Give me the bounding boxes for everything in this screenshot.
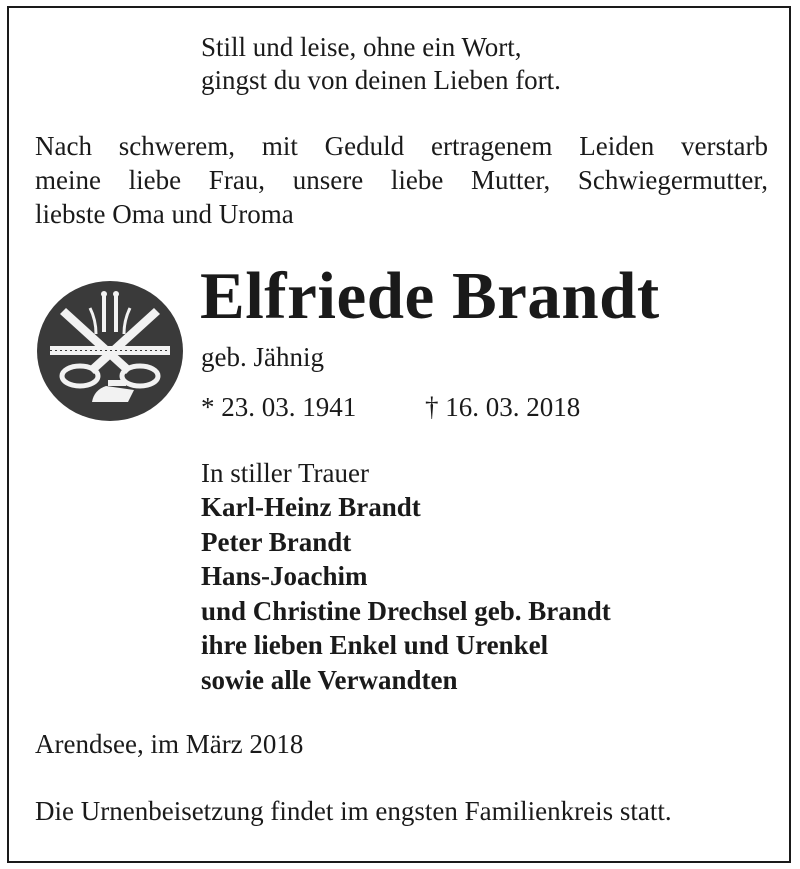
intro-line-2: meine liebe Frau, unsere liebe Mutter, Schwiegermutter, [35,165,768,195]
death-date: † 16. 03. 2018 [425,392,581,422]
birth-date: * 23. 03. 1941 [201,392,357,422]
intro-text [35,129,768,231]
funeral-note: Die Urnenbeisetzung findet im engsten Familienkreis statt. [35,796,672,826]
mourner-line: Karl-Heinz Brandt [201,492,421,522]
verse [201,31,561,97]
verse-line-1: Still und leise, ohne ein Wort, [201,32,522,62]
maiden-name: geb. Jähnig [201,342,324,372]
place-and-date: Arendsee, im März 2018 [35,729,304,759]
mourner-line: Peter Brandt [201,526,352,557]
mourner-line: und Christine Drechsel geb. Brandt [201,595,611,626]
deceased-name: Elfriede Brandt [200,259,660,333]
intro-line-1: Nach schwerem, mit Geduld ertragenem Leiden verstarb [35,131,768,161]
tailor-guild-emblem-icon [36,280,184,422]
mourners-list [201,490,611,697]
mourner-line: Hans-Joachim [201,561,368,591]
mourner-line: ihre lieben Enkel und Urenkel [201,630,549,660]
verse-line-2: gingst du von deinen Lieben fort. [201,65,561,95]
mourner-line: sowie alle Verwandten [201,664,458,695]
mourning-intro: In stiller Trauer [201,458,369,488]
intro-line-3: liebste Oma und Uroma [35,199,294,229]
